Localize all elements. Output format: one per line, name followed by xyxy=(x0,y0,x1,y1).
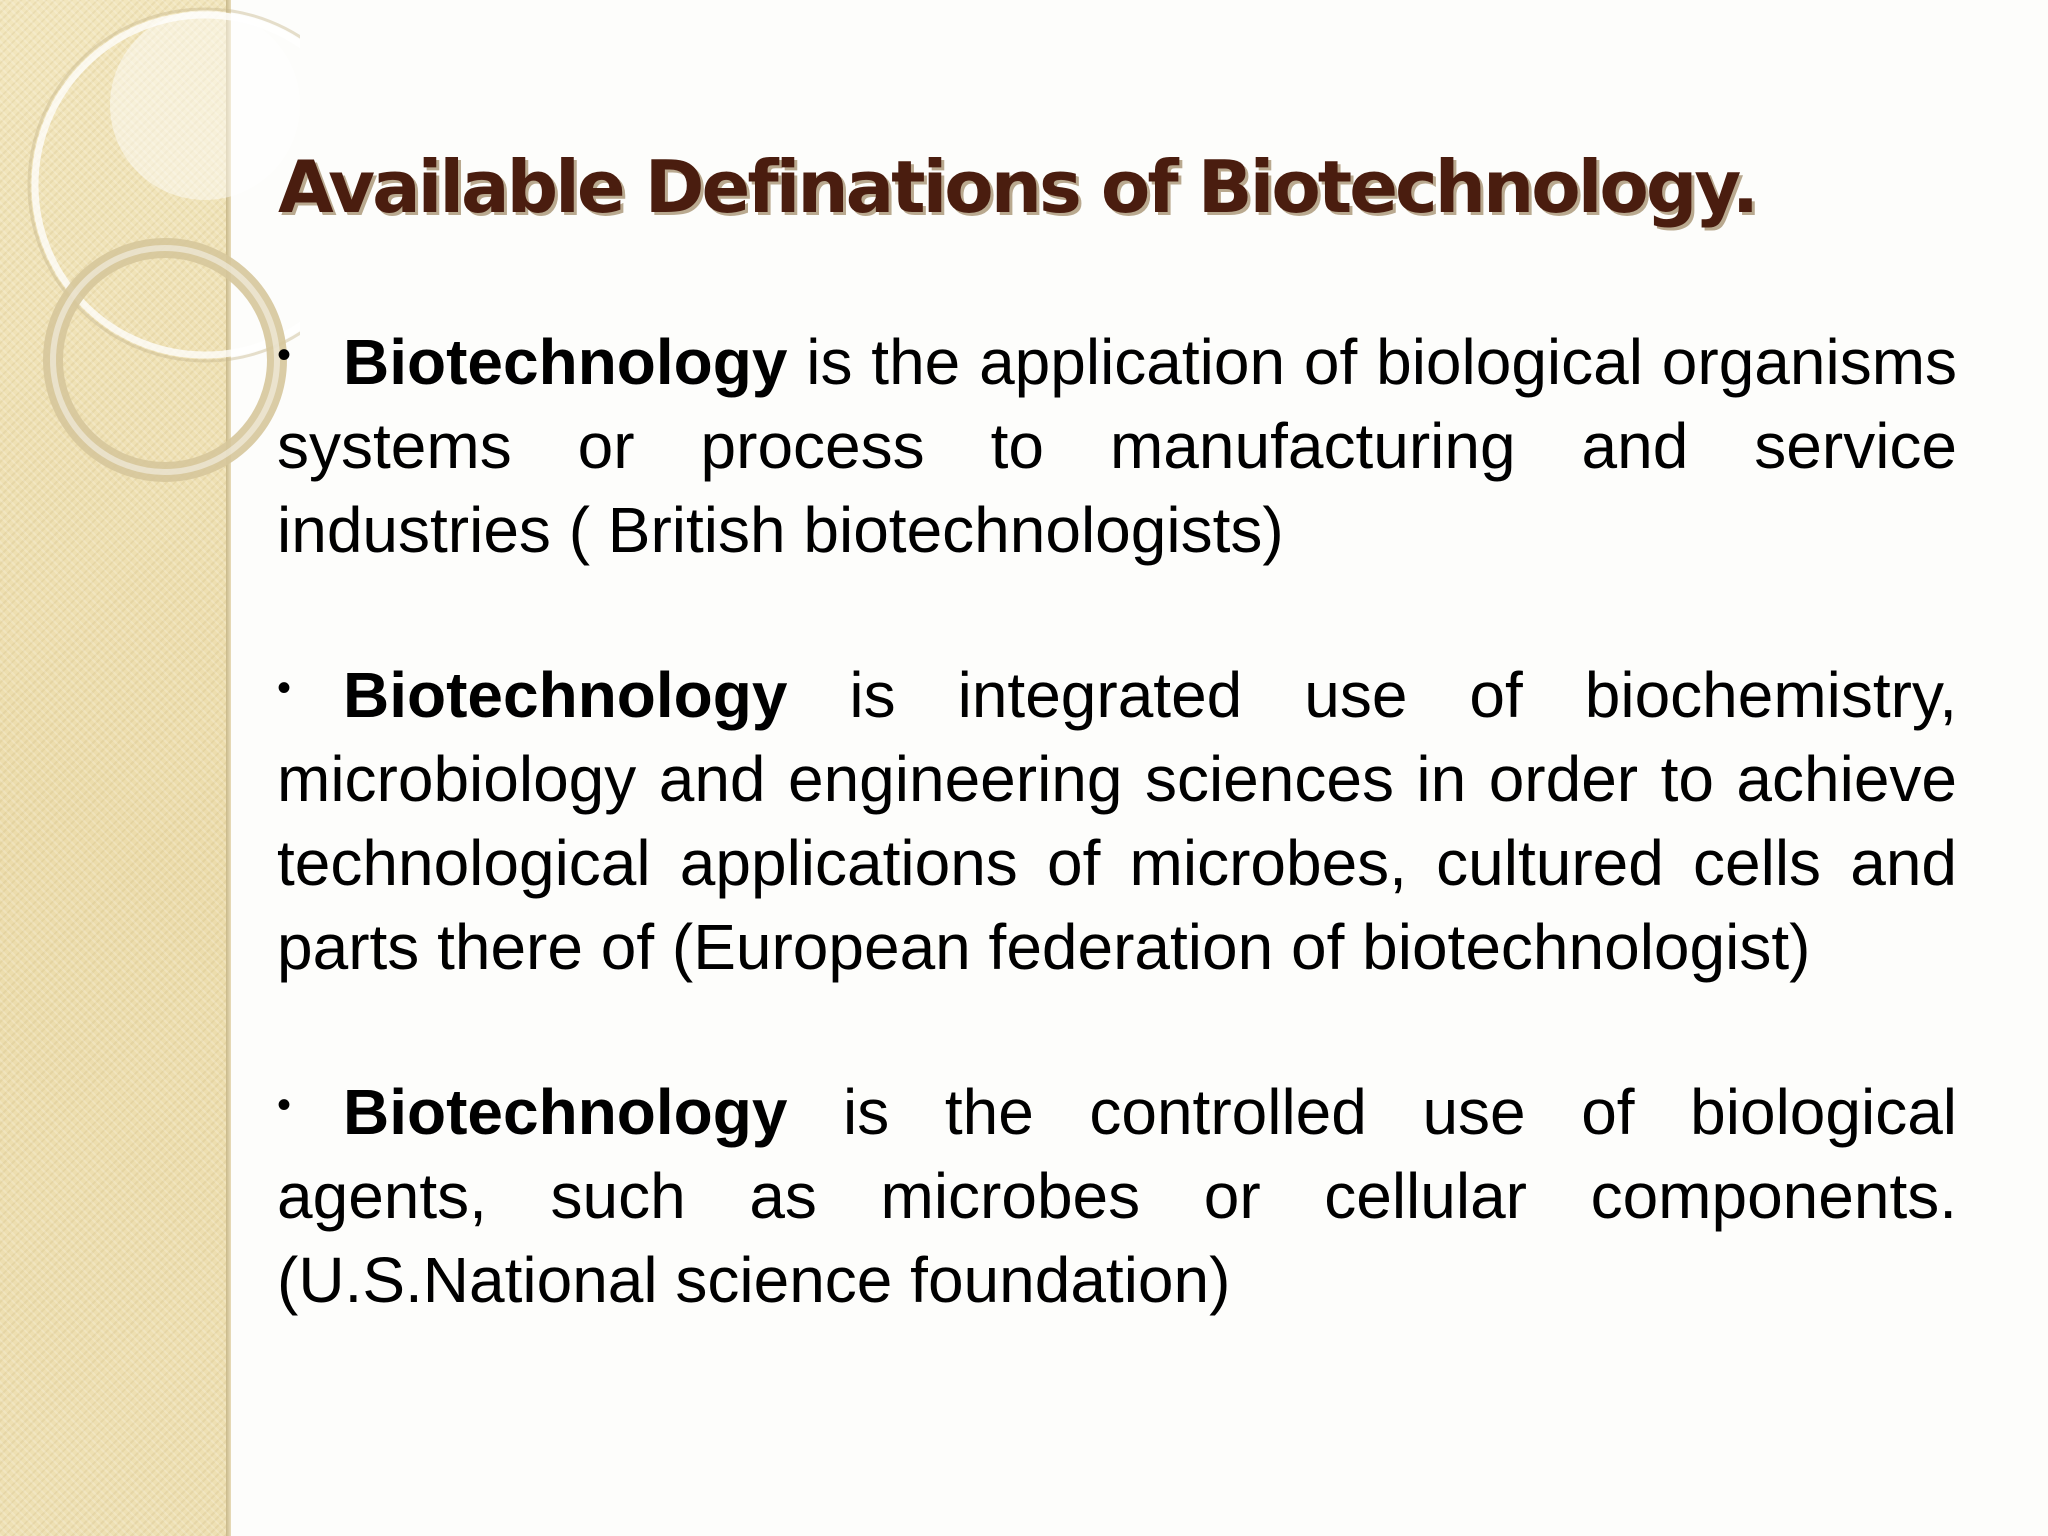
decorative-rings xyxy=(0,0,300,520)
definition-item xyxy=(277,653,1957,989)
bullet-icon: • xyxy=(277,1083,292,1127)
definition-text: is integrated use of biochemistry, microbiology and engineering sciences in order to achieve technological applications of microbes, cultured cells and parts there of (European federation of biotechnologist) xyxy=(277,659,1957,983)
definition-term: Biotechnology xyxy=(343,659,788,731)
definition-item xyxy=(277,320,1957,572)
definitions-list xyxy=(277,320,1957,1403)
definition-term: Biotechnology xyxy=(343,326,788,398)
definition-item xyxy=(277,1070,1957,1322)
definition-text: is the application of biological organisms systems or process to manufacturing and service industries ( British biotechnologists) xyxy=(277,326,1957,566)
definition-text: is the controlled use of biological agents, such as microbes or cellular components. (U.S.National science foundation) xyxy=(277,1076,1957,1316)
slide-title: Available Definations of Biotechnology. xyxy=(278,145,1757,229)
ring-small-highlight xyxy=(53,248,277,472)
bullet-icon: • xyxy=(277,666,292,710)
ring-fill-large xyxy=(110,10,300,200)
bullet-icon: • xyxy=(277,333,292,377)
definition-term: Biotechnology xyxy=(343,1076,788,1148)
